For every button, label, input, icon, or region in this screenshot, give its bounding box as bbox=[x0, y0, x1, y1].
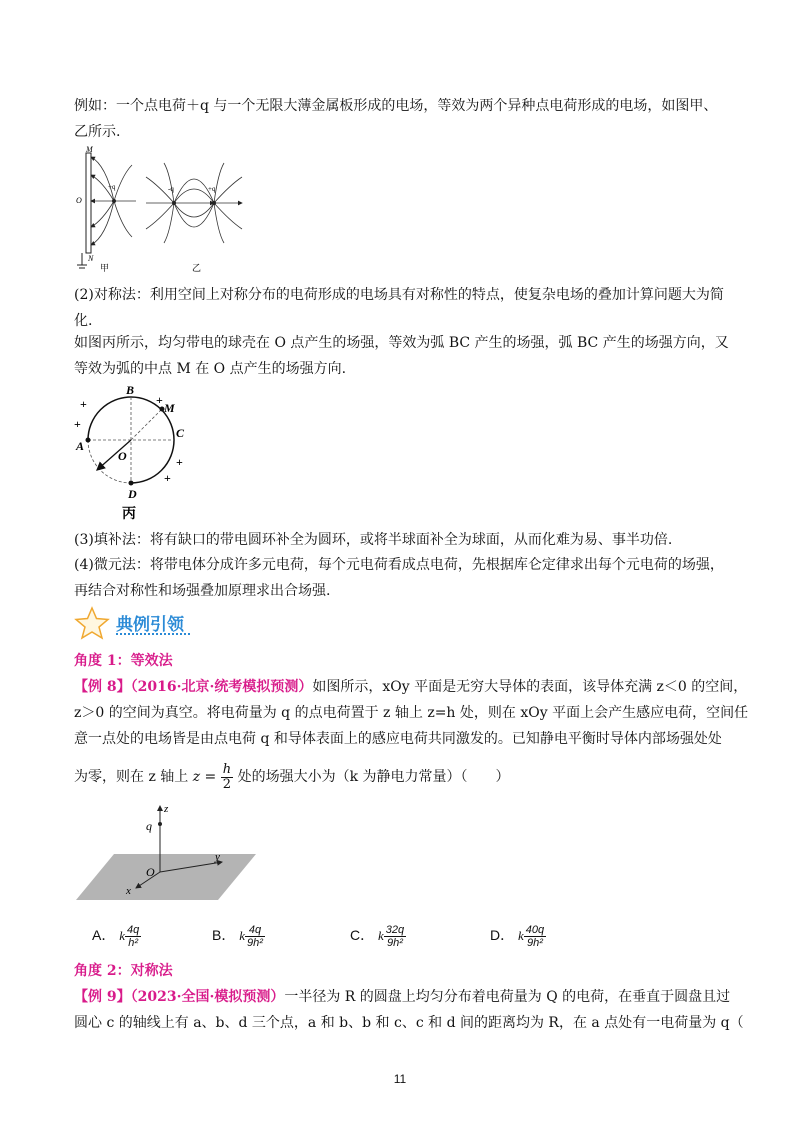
fig2-plus-2: + bbox=[74, 417, 81, 431]
fig2-plus-1: + bbox=[80, 397, 87, 411]
example-8-line-2: z＞0 的空间为真空。将电荷量为 q 的点电荷置于 z 轴上 z=h 处，则在 xOy 平面上会产生感应电荷，空间任 bbox=[74, 705, 749, 721]
option-c-numerator: 32q bbox=[385, 924, 405, 936]
h-over-2-fraction bbox=[221, 763, 233, 792]
fig2-label-d: D bbox=[128, 487, 137, 501]
fig3-label-x: x bbox=[126, 885, 131, 897]
fig3-label-z: z bbox=[164, 803, 169, 815]
fill-method: (3)填补法：将有缺口的带电圆环补全为圆环，或将半球面补全为球面，从而化难为易、事半功倍. bbox=[74, 532, 673, 548]
z-equals: z = bbox=[192, 769, 217, 785]
option-a-k: k bbox=[119, 928, 126, 944]
option-d[interactable] bbox=[490, 924, 546, 949]
star-icon bbox=[74, 606, 110, 640]
option-d-letter: D． bbox=[490, 927, 515, 944]
example-8-line-4 bbox=[74, 762, 510, 792]
fig2-plus-5: + bbox=[164, 471, 171, 485]
figure-xoy-plane bbox=[74, 800, 264, 904]
option-c[interactable] bbox=[350, 924, 406, 949]
option-d-fraction bbox=[524, 924, 546, 949]
section-banner bbox=[74, 606, 204, 640]
example-9-line-2: 圆心 c 的轴线上有 a、b、d 三个点，a 和 b、b 和 c、c 和 d 间的距离均为 R，在 a 点处有一电荷量为 q（ bbox=[74, 1015, 744, 1031]
option-a-denominator: h² bbox=[128, 937, 139, 949]
intro-line-2: 乙所示. bbox=[74, 124, 121, 140]
option-d-k: k bbox=[518, 928, 524, 944]
example-9-source: （2023·全国·模拟预测） bbox=[130, 989, 285, 1005]
banner-underline bbox=[116, 633, 190, 635]
option-c-fraction bbox=[384, 924, 406, 949]
option-b-numerator: 4q bbox=[245, 924, 265, 937]
fig1-label-neg-q: -q bbox=[168, 185, 174, 193]
option-a-fraction bbox=[125, 924, 141, 949]
fig1-label-m: M bbox=[86, 145, 93, 154]
fig1-label-o: O bbox=[76, 196, 82, 205]
option-a-letter: A． bbox=[92, 927, 116, 944]
angle-1-title: 角度 1：等效法 bbox=[74, 653, 173, 669]
option-b-fraction bbox=[245, 924, 265, 949]
caption-jia: 甲 bbox=[100, 263, 110, 273]
symmetry-line-1: (2)对称法：利用空间上对称分布的电荷形成的电场具有对称性的特点，使复杂电场的叠加计算问题大为简 bbox=[74, 287, 724, 303]
option-d-denominator: 9h² bbox=[527, 937, 543, 949]
option-d-numerator: 40q bbox=[525, 924, 545, 936]
fig2-label-a: A bbox=[76, 439, 85, 453]
option-b-k: k bbox=[239, 928, 246, 944]
example-8-text-4b: 处的场强大小为（k 为静电力常量）（ ） bbox=[237, 769, 510, 785]
option-c-letter: C． bbox=[350, 927, 375, 944]
symmetry-line-4: 等效为弧的中点 M 在 O 点产生的场强方向. bbox=[74, 361, 347, 377]
page-number: 11 bbox=[393, 1072, 407, 1086]
fig3-label-y: y bbox=[215, 851, 220, 863]
example-8-line-1 bbox=[74, 677, 747, 697]
example-8-line-3: 意一点处的电场皆是由点电荷 q 和导体表面上的感应电荷共同激发的。已知静电平衡时导体内部场强处处 bbox=[74, 731, 722, 747]
example-9-line-1 bbox=[74, 987, 730, 1007]
fraction-numerator: h bbox=[222, 761, 232, 777]
fig1-label-n: N bbox=[88, 254, 94, 263]
micro-line-2: 再结合对称性和场强叠加原理求出合场强. bbox=[74, 583, 331, 599]
fig2-label-b: B bbox=[126, 383, 135, 397]
option-b[interactable] bbox=[212, 924, 265, 949]
banner-title: 典例引领 bbox=[116, 615, 184, 635]
option-b-denominator: 9h² bbox=[247, 937, 263, 949]
option-c-k: k bbox=[378, 928, 384, 944]
fig3-label-o: O bbox=[146, 865, 155, 879]
fig2-label-o: O bbox=[118, 449, 127, 463]
fig2-plus-4: + bbox=[176, 455, 183, 469]
figure-jia-yi bbox=[74, 145, 264, 275]
option-b-letter: B． bbox=[212, 927, 236, 944]
fig1-label-q: +q bbox=[108, 183, 116, 191]
option-c-denominator: 9h² bbox=[387, 937, 403, 949]
micro-line-1: (4)微元法：将带电体分成许多元电荷，每个元电荷看成点电荷，先根据库仑定律求出每个元电荷的场强， bbox=[74, 557, 724, 573]
symmetry-line-3: 如图丙所示，均匀带电的球壳在 O 点产生的场强，等效为弧 BC 产生的场强，弧 BC 产生的场强方向，又 bbox=[74, 335, 729, 351]
symmetry-line-2: 化. bbox=[74, 313, 93, 329]
example-9-tag: 【例 9】 bbox=[74, 989, 131, 1005]
option-a-numerator: 4q bbox=[127, 924, 140, 936]
figure-bing bbox=[70, 382, 200, 522]
fraction-denominator: 2 bbox=[222, 776, 232, 792]
intro-line-1: 例如：一个点电荷＋q 与一个无限大薄金属板形成的电场，等效为两个异种点电荷形成的电场，如图甲、 bbox=[74, 98, 718, 114]
example-9-text-1: 一半径为 R 的圆盘上均匀分布着电荷量为 Q 的电荷，在垂直于圆盘且过 bbox=[284, 989, 731, 1005]
fig2-label-c: C bbox=[176, 426, 185, 440]
example-8-text-1: 如图所示，xOy 平面是无穷大导体的表面，该导体充满 z＜0 的空间， bbox=[312, 679, 748, 695]
fig1-label-pos-q: +q bbox=[208, 185, 216, 193]
example-8-tag: 【例 8】 bbox=[74, 679, 131, 695]
example-8-text-4a: 为零，则在 z 轴上 bbox=[74, 769, 189, 785]
fig3-label-q: q bbox=[146, 819, 152, 833]
fig2-label-m: M bbox=[164, 401, 175, 415]
option-a[interactable] bbox=[92, 924, 141, 949]
caption-bing: 丙 bbox=[122, 507, 136, 522]
angle-2-title: 角度 2：对称法 bbox=[74, 963, 173, 979]
caption-yi: 乙 bbox=[192, 263, 202, 273]
example-8-source: （2016·北京·统考模拟预测） bbox=[130, 679, 313, 695]
fig2-plus-3: + bbox=[156, 393, 163, 407]
